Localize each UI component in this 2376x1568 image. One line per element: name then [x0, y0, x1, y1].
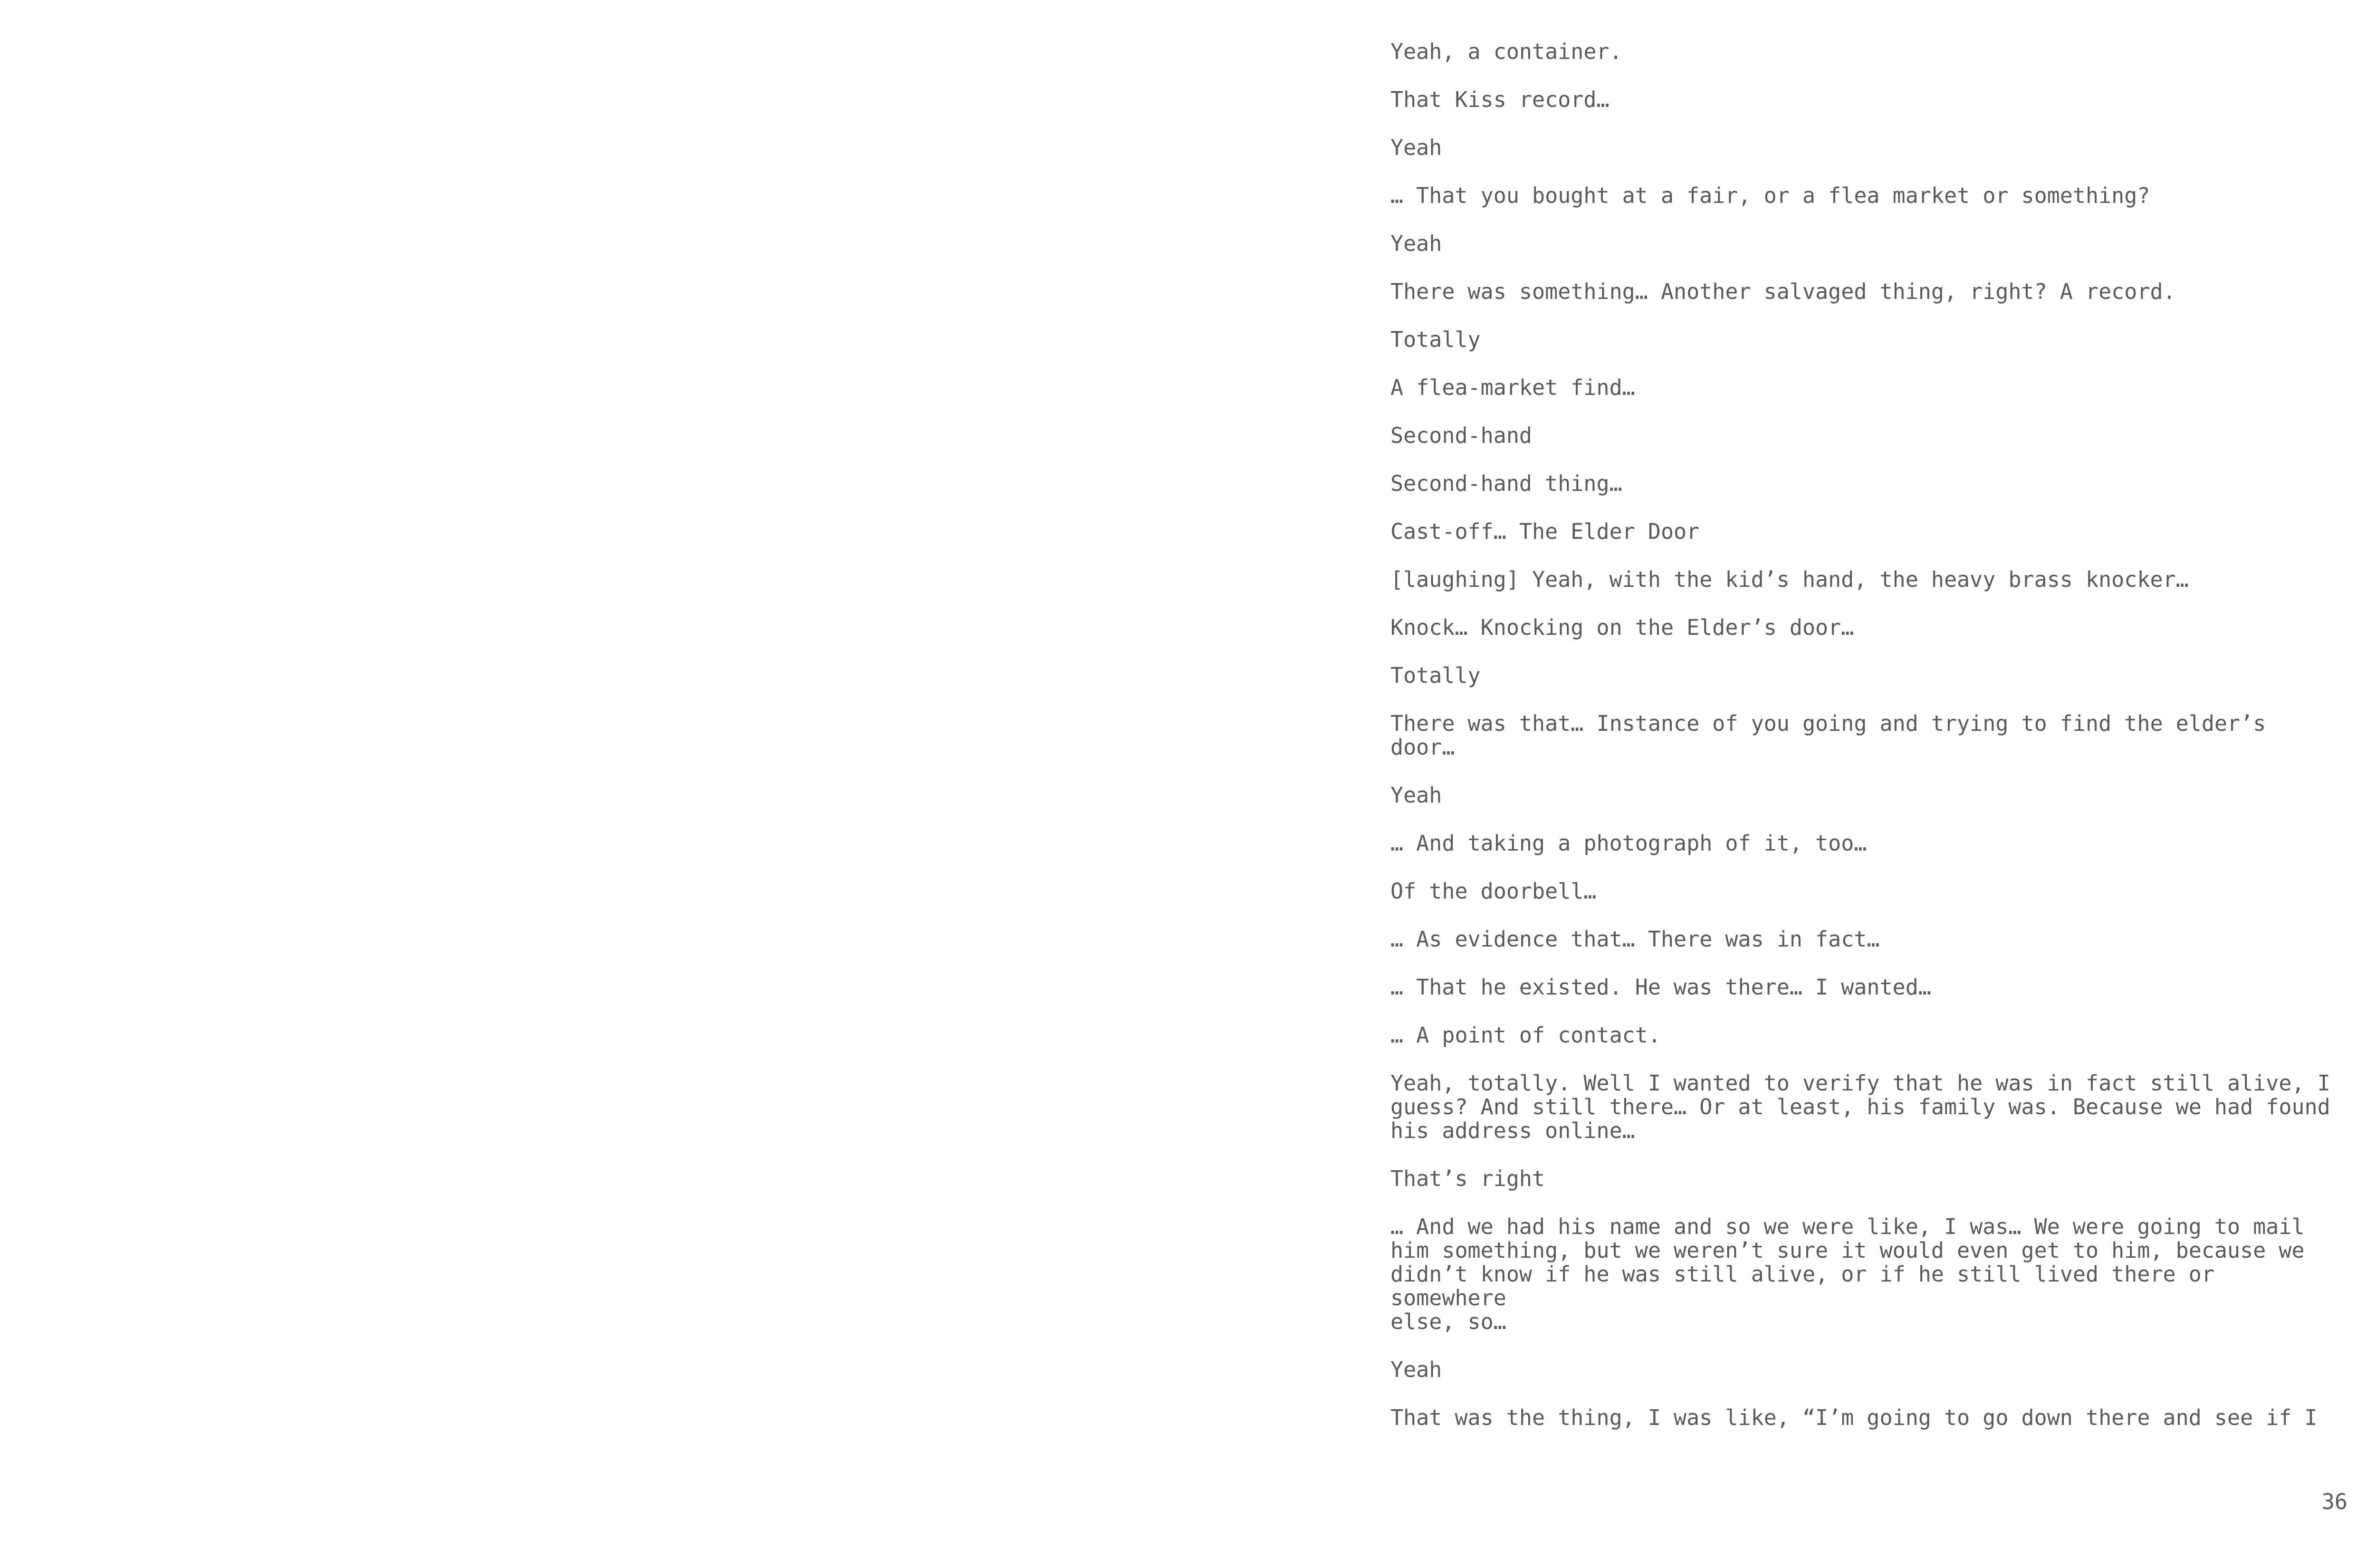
transcript-line: … A point of contact. — [1390, 1023, 1661, 1048]
transcript-line: … As evidence that… There was in fact… — [1390, 927, 1880, 952]
transcript-line: … That you bought at a fair, or a flea market or something? — [1390, 183, 2150, 208]
transcript-line: There was something… Another salvaged thing, right? A record. — [1390, 279, 2176, 304]
transcript-line: Yeah — [1390, 231, 1442, 256]
transcript-line: … And taking a photograph of it, too… — [1390, 831, 1867, 856]
transcript-line: That was the thing, I was like, “I’m going to go down there and see if I — [1390, 1405, 2318, 1430]
transcript-line: Second-hand — [1390, 423, 1533, 448]
transcript-line: Second-hand thing… — [1390, 471, 1622, 496]
transcript-line: Knock… Knocking on the Elder’s door… — [1390, 615, 1854, 640]
transcript-line: Yeah — [1390, 783, 1442, 808]
transcript-body — [1390, 40, 2341, 1454]
transcript-line: There was that… Instance of you going and trying to find the elder’s door… — [1390, 711, 2279, 760]
page-number: 36 — [2321, 1489, 2347, 1514]
transcript-line: Totally — [1390, 663, 1481, 688]
transcript-line: Cast-off… The Elder Door — [1390, 519, 1700, 544]
transcript-line: That’s right — [1390, 1166, 1545, 1191]
transcript-line: A flea-market find… — [1390, 375, 1635, 400]
transcript-line: Of the doorbell… — [1390, 879, 1597, 904]
transcript-line: Yeah, a container. — [1390, 39, 1622, 64]
transcript-line: … That he existed. He was there… I wanted… — [1390, 975, 1931, 1000]
transcript-line: … And we had his name and so we were like, I was… We were going to mail him something, but we weren’t sure it would even get to him, because we didn’t know if he was still alive, or if he still lived there or somewhere else, so… — [1390, 1214, 2305, 1334]
transcript-line: Yeah — [1390, 135, 1442, 160]
transcript-line: Yeah — [1390, 1357, 1442, 1382]
transcript-line: Totally — [1390, 327, 1481, 352]
transcript-line: Yeah, totally. Well I wanted to verify that he was in fact still alive, I guess? And still there… Or at least, his family was. Because we had found his address online… — [1390, 1071, 2330, 1143]
transcript-line: That Kiss record… — [1390, 87, 1610, 112]
transcript-line: [laughing] Yeah, with the kid’s hand, the heavy brass knocker… — [1390, 567, 2189, 592]
